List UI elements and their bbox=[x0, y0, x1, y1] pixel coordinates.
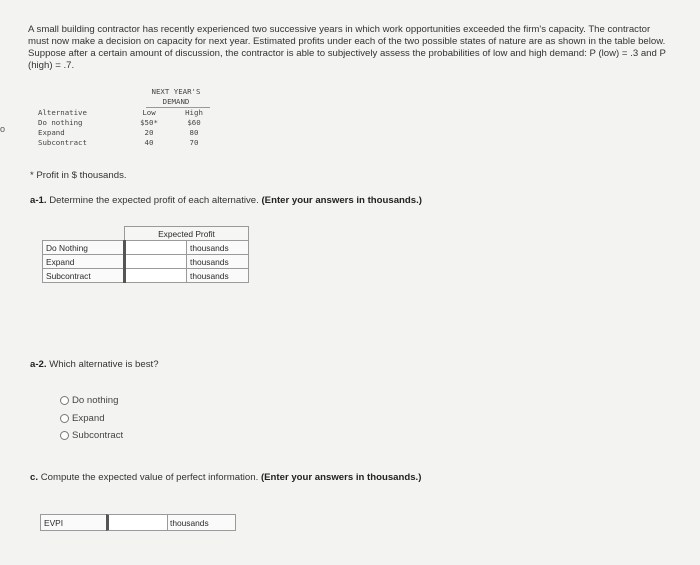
low-column bbox=[138, 108, 160, 148]
evpi-cell[interactable] bbox=[106, 514, 168, 531]
problem-intro: A small building contractor has recently experienced two successive years in which work opportunities exceeded the firm's capacity. The contractor must now make a decision on capacity for next year. Estimated profits under each of the two possible states of nature are as shown in the table below. Suppose after a certain amount of discussion, the contractor is able to subjectively assess the probabilities of low and high demand: P (low) = .3 and P (high) = .7. bbox=[28, 24, 666, 71]
do-nothing-input[interactable] bbox=[126, 242, 186, 254]
alt-cell: Do nothing bbox=[38, 118, 83, 127]
row-label: Expand bbox=[43, 255, 125, 269]
expected-profit-input[interactable] bbox=[125, 255, 187, 269]
footnote: * Profit in $ thousands. bbox=[30, 170, 127, 181]
radio-button[interactable] bbox=[60, 396, 69, 405]
option-label: Subcontract bbox=[72, 430, 124, 441]
col-low-header: Low bbox=[142, 108, 156, 117]
unit-label: thousands bbox=[187, 269, 249, 283]
high-cell: $60 bbox=[187, 118, 201, 127]
expected-profit-input[interactable] bbox=[125, 269, 187, 283]
subcontract-input[interactable] bbox=[126, 270, 186, 282]
alt-cell: Expand bbox=[38, 128, 65, 137]
option-subcontract[interactable] bbox=[60, 430, 123, 441]
option-do-nothing[interactable] bbox=[60, 395, 118, 406]
question-a1 bbox=[30, 195, 422, 206]
header-line-2: DEMAND bbox=[162, 97, 190, 106]
question-a1-emphasis: (Enter your answers in thousands.) bbox=[261, 195, 422, 206]
evpi-label: EVPI bbox=[40, 514, 106, 531]
low-cell: $50* bbox=[140, 118, 158, 127]
question-a2-text: Which alternative is best? bbox=[49, 359, 159, 370]
radio-button[interactable] bbox=[60, 431, 69, 440]
question-a2-label: a-2. bbox=[30, 359, 47, 370]
low-cell: 20 bbox=[144, 128, 154, 137]
table-row bbox=[43, 255, 249, 269]
high-cell: 80 bbox=[189, 128, 199, 137]
edge-glyph: o bbox=[0, 124, 6, 134]
expand-input[interactable] bbox=[126, 256, 186, 268]
alt-cell: Subcontract bbox=[38, 138, 87, 147]
option-expand[interactable] bbox=[60, 413, 105, 424]
option-label: Expand bbox=[72, 413, 105, 424]
high-cell: 70 bbox=[189, 138, 199, 147]
unit-label: thousands bbox=[187, 241, 249, 255]
col-high-header: High bbox=[185, 108, 203, 117]
expected-profit-input[interactable] bbox=[125, 241, 187, 255]
table-row bbox=[43, 241, 249, 255]
radio-button[interactable] bbox=[60, 414, 69, 423]
high-column bbox=[182, 108, 206, 148]
question-c-label: c. bbox=[30, 472, 39, 483]
option-label: Do nothing bbox=[72, 395, 119, 406]
evpi-input[interactable] bbox=[111, 517, 165, 529]
blank-cell bbox=[43, 227, 125, 241]
evpi-row bbox=[40, 514, 236, 531]
question-c-emphasis: (Enter your answers in thousands.) bbox=[260, 472, 422, 483]
row-label: Subcontract bbox=[43, 269, 125, 283]
question-a1-text: Determine the expected profit of each alternative. bbox=[49, 195, 259, 206]
low-cell: 40 bbox=[144, 138, 154, 147]
expected-profit-header: Expected Profit bbox=[125, 227, 249, 241]
question-c-text: Compute the expected value of perfect information. bbox=[40, 472, 259, 483]
col-alternative-header: Alternative bbox=[38, 108, 87, 117]
question-a1-label: a-1. bbox=[30, 195, 47, 206]
alternative-column bbox=[38, 108, 87, 148]
question-c bbox=[30, 472, 421, 483]
unit-label: thousands bbox=[187, 255, 249, 269]
question-a2 bbox=[30, 359, 159, 370]
expected-profit-table bbox=[42, 226, 249, 283]
evpi-unit: thousands bbox=[168, 514, 236, 531]
row-label: Do Nothing bbox=[43, 241, 125, 255]
header-line-1: NEXT YEAR'S bbox=[151, 87, 201, 96]
payoff-table-header bbox=[146, 87, 206, 107]
table-row bbox=[43, 269, 249, 283]
